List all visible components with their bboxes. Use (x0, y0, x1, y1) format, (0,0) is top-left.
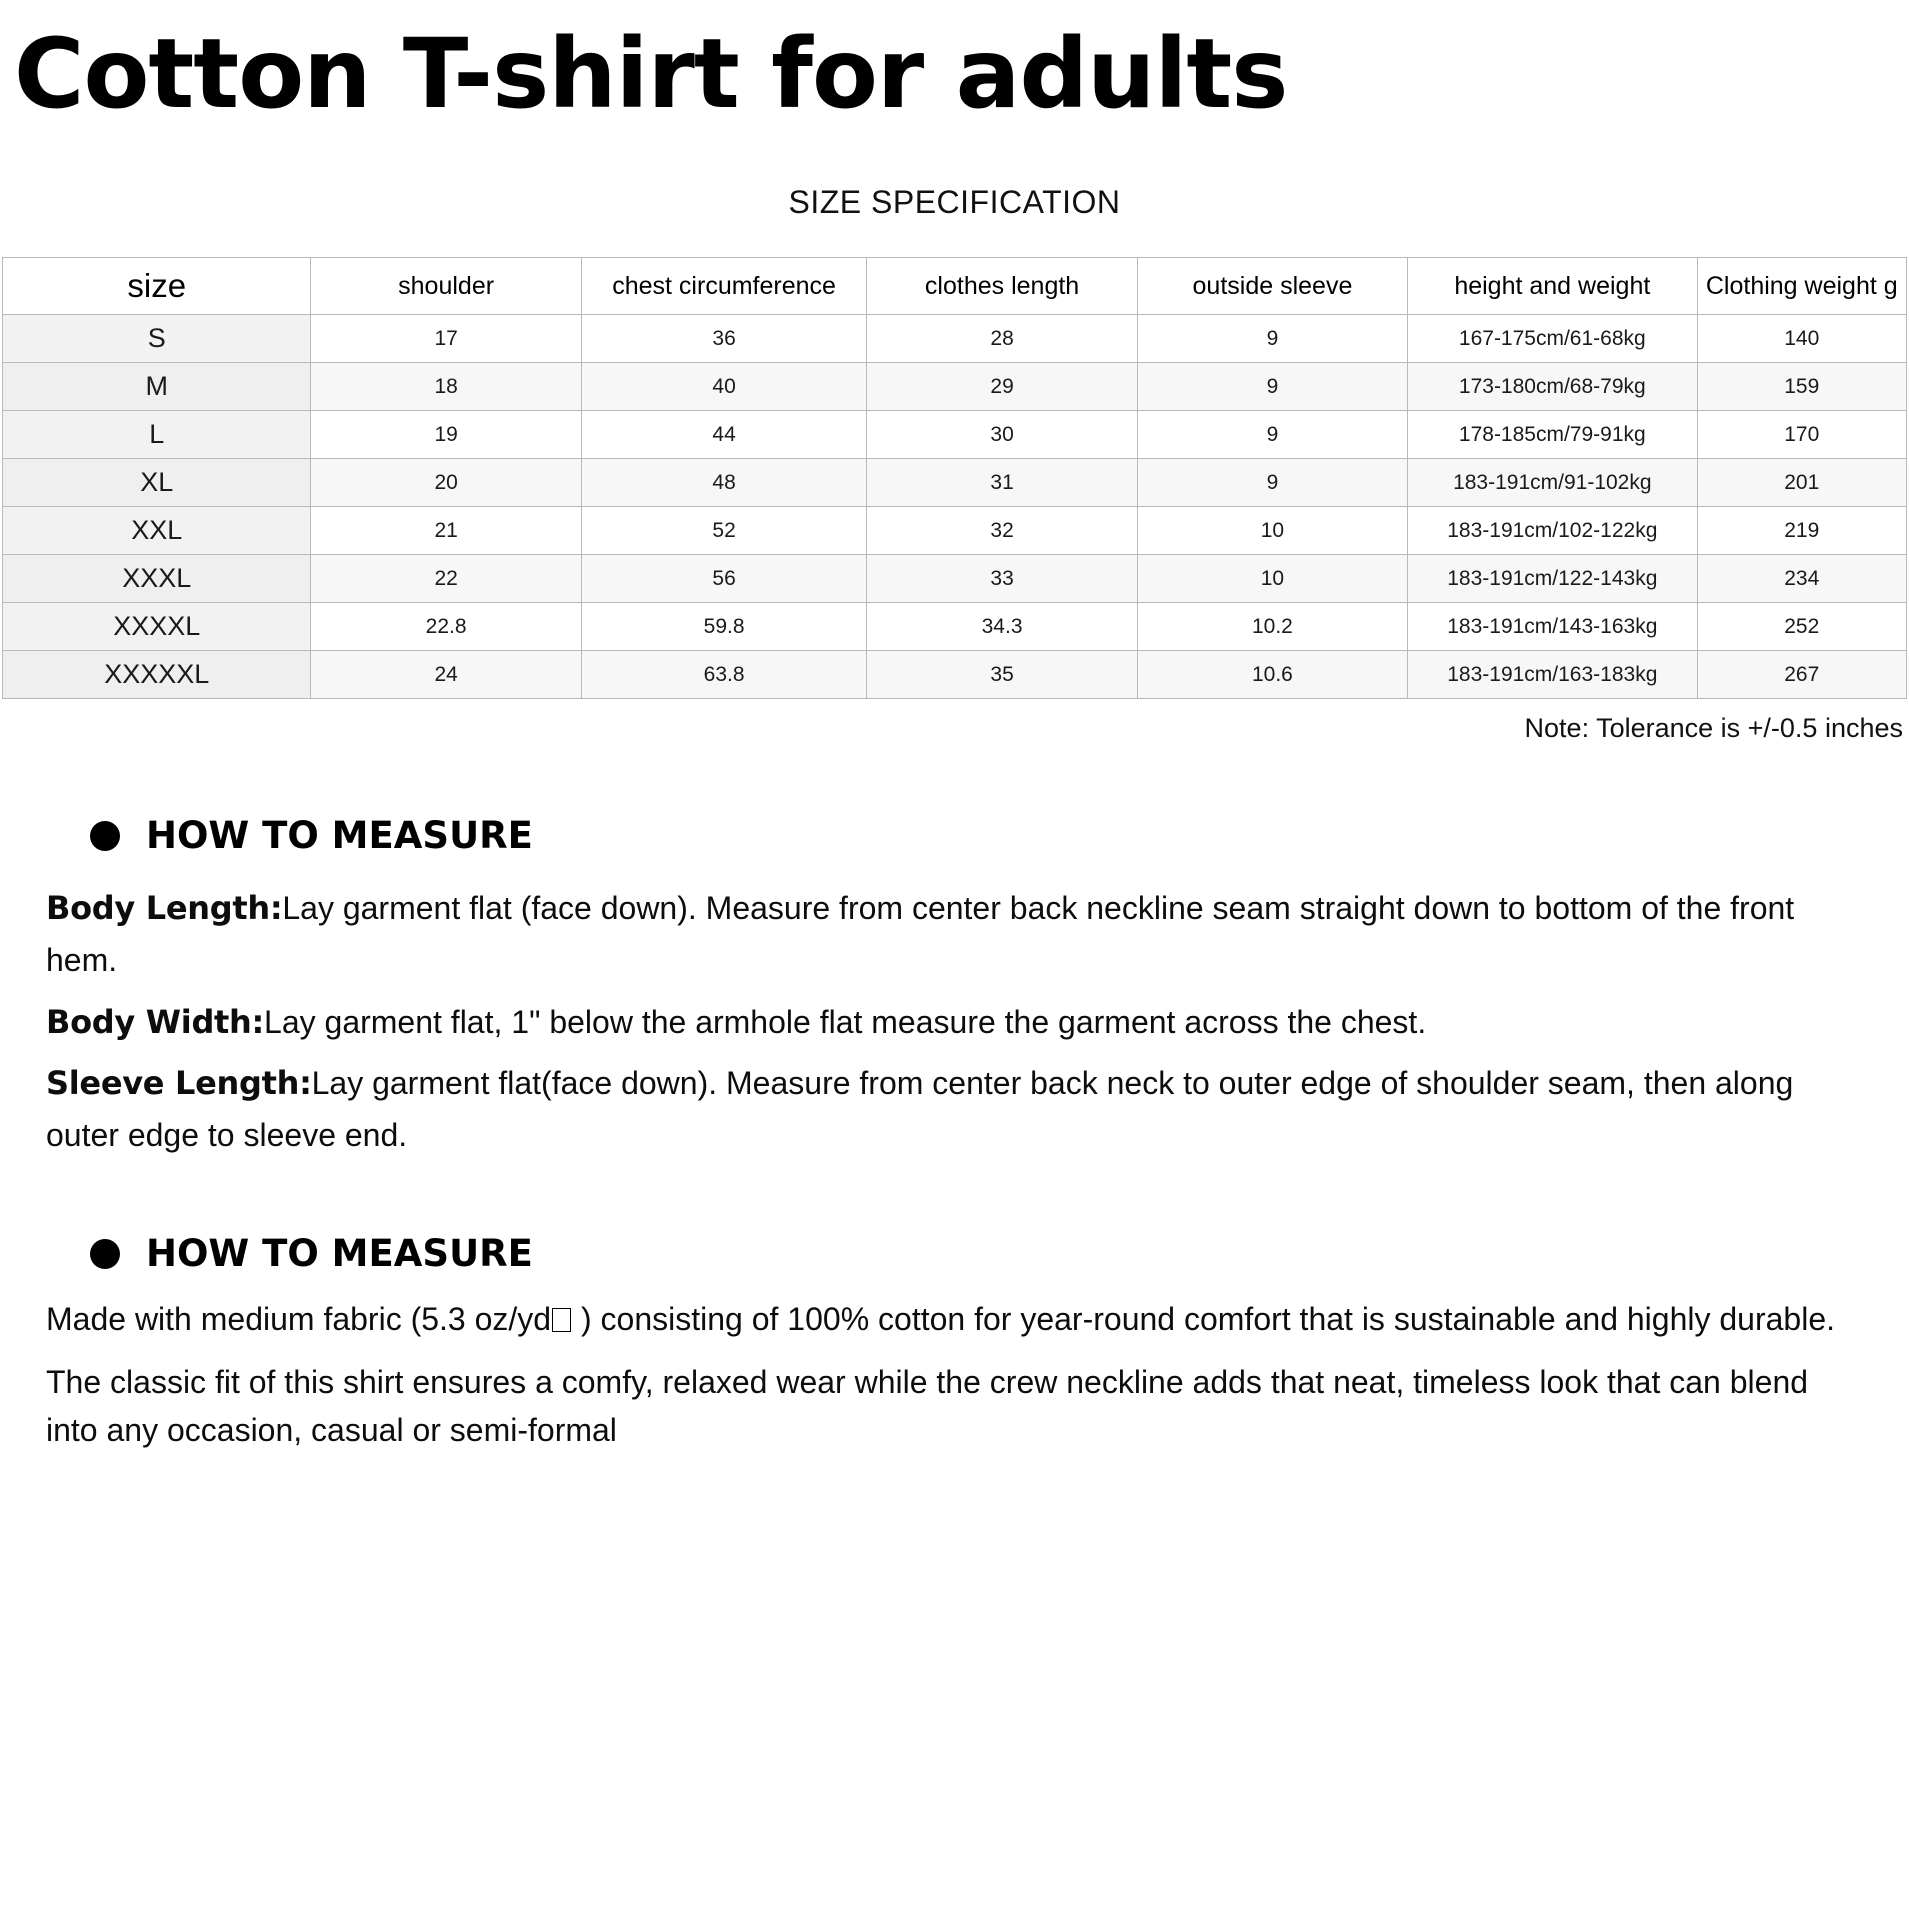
cell-clothes-length: 34.3 (867, 603, 1137, 651)
cell-clothing-weight: 252 (1697, 603, 1906, 651)
cell-clothes-length: 33 (867, 555, 1137, 603)
table-row (3, 315, 1907, 363)
fabric-paragraph-2: The classic fit of this shirt ensures a comfy, relaxed wear while the crew neckline adds that neat, timeless look that can blend into any occasion, casual or semi-formal (46, 1363, 1809, 1449)
cell-shoulder: 17 (311, 315, 581, 363)
cell-shoulder: 20 (311, 459, 581, 507)
sleeve-length-label: Sleeve Length: (46, 1064, 312, 1103)
table-row (3, 411, 1907, 459)
cell-clothing-weight: 170 (1697, 411, 1906, 459)
cell-size: XL (3, 459, 311, 507)
cell-size: L (3, 411, 311, 459)
cell-clothing-weight: 234 (1697, 555, 1906, 603)
cell-shoulder: 18 (311, 363, 581, 411)
cell-chest: 36 (581, 315, 867, 363)
table-row (3, 603, 1907, 651)
body-width-text: Lay garment flat, 1" below the armhole flat measure the garment across the chest. (264, 1003, 1427, 1040)
table-row (3, 555, 1907, 603)
table-body (3, 315, 1907, 699)
cell-outside-sleeve: 10 (1137, 507, 1407, 555)
column-header-size: size (3, 258, 311, 315)
cell-chest: 44 (581, 411, 867, 459)
cell-clothes-length: 31 (867, 459, 1137, 507)
cell-outside-sleeve: 9 (1137, 459, 1407, 507)
body-width-label: Body Width: (46, 1002, 265, 1041)
cell-clothes-length: 30 (867, 411, 1137, 459)
sleeve-length-paragraph (46, 1058, 1863, 1162)
cell-height-weight: 183-191cm/91-102kg (1408, 459, 1697, 507)
table-header-row (3, 258, 1907, 315)
cell-clothing-weight: 159 (1697, 363, 1906, 411)
cell-chest: 48 (581, 459, 867, 507)
cell-chest: 56 (581, 555, 867, 603)
cell-shoulder: 22.8 (311, 603, 581, 651)
column-header-outside-sleeve: outside sleeve (1137, 258, 1407, 315)
fabric-section (0, 1232, 1909, 1455)
cell-height-weight: 183-191cm/163-183kg (1408, 651, 1697, 699)
table-row (3, 507, 1907, 555)
cell-size: S (3, 315, 311, 363)
body-length-label: Body Length: (46, 889, 283, 927)
cell-size: XXXL (3, 555, 311, 603)
body-length-text: Lay garment flat (face down). Measure from center back neckline seam straight down to bottom of the front hem. (46, 890, 1795, 978)
cell-chest: 59.8 (581, 603, 867, 651)
fabric-section-heading (46, 1232, 1863, 1275)
cell-outside-sleeve: 9 (1137, 363, 1407, 411)
cell-outside-sleeve: 10 (1137, 555, 1407, 603)
fabric-paragraph-1-before: Made with medium fabric (5.3 oz/yd (46, 1301, 552, 1338)
cell-clothing-weight: 219 (1697, 507, 1906, 555)
size-table-container (0, 257, 1909, 744)
cell-height-weight: 183-191cm/102-122kg (1408, 507, 1697, 555)
column-header-chest: chest circumference (581, 258, 867, 315)
cell-height-weight: 178-185cm/79-91kg (1408, 411, 1697, 459)
cell-chest: 40 (581, 363, 867, 411)
table-row (3, 459, 1907, 507)
cell-outside-sleeve: 9 (1137, 411, 1407, 459)
cell-outside-sleeve: 10.6 (1137, 651, 1407, 699)
sleeve-length-text: Lay garment flat(face down). Measure from center back neck to outer edge of shoulder seam, then along outer edge to sleeve end. (46, 1065, 1794, 1154)
cell-height-weight: 183-191cm/122-143kg (1408, 555, 1697, 603)
cell-clothes-length: 28 (867, 315, 1137, 363)
cell-clothes-length: 29 (867, 363, 1137, 411)
how-to-measure-section (0, 814, 1909, 1162)
cell-height-weight: 173-180cm/68-79kg (1408, 363, 1697, 411)
page-title: Cotton T-shirt for adults (14, 18, 1288, 130)
fabric-paragraph-1 (46, 1295, 1863, 1344)
cell-shoulder: 24 (311, 651, 581, 699)
how-to-measure-title: HOW TO MEASURE (146, 814, 533, 857)
column-header-clothes-length: clothes length (867, 258, 1137, 315)
cell-clothing-weight: 201 (1697, 459, 1906, 507)
cell-clothes-length: 32 (867, 507, 1137, 555)
table-row (3, 363, 1907, 411)
superscript-box-icon (552, 1308, 571, 1332)
size-specification-heading: SIZE SPECIFICATION (788, 184, 1121, 220)
cell-chest: 63.8 (581, 651, 867, 699)
body-length-paragraph (46, 883, 1863, 987)
table-row (3, 651, 1907, 699)
column-header-shoulder: shoulder (311, 258, 581, 315)
column-header-height-weight: height and weight (1408, 258, 1697, 315)
cell-size: M (3, 363, 311, 411)
cell-outside-sleeve: 10.2 (1137, 603, 1407, 651)
cell-clothing-weight: 140 (1697, 315, 1906, 363)
column-header-clothing-weight: Clothing weight g (1697, 258, 1906, 315)
cell-size: XXXXXL (3, 651, 311, 699)
cell-outside-sleeve: 9 (1137, 315, 1407, 363)
cell-clothes-length: 35 (867, 651, 1137, 699)
size-specification-table (2, 257, 1907, 699)
cell-shoulder: 19 (311, 411, 581, 459)
how-to-measure-heading (46, 814, 1863, 857)
cell-clothing-weight: 267 (1697, 651, 1906, 699)
fabric-section-title: HOW TO MEASURE (146, 1232, 533, 1276)
bullet-dot-icon (90, 821, 120, 851)
fabric-paragraph-1-after: ) consisting of 100% cotton for year-round comfort that is sustainable and highly durable. (572, 1301, 1836, 1338)
cell-height-weight: 167-175cm/61-68kg (1408, 315, 1697, 363)
cell-size: XXXXL (3, 603, 311, 651)
tolerance-note: Note: Tolerance is +/-0.5 inches (1524, 713, 1903, 743)
cell-size: XXL (3, 507, 311, 555)
cell-chest: 52 (581, 507, 867, 555)
body-width-paragraph (46, 997, 1863, 1049)
bullet-dot-icon (90, 1239, 120, 1269)
table-header (3, 258, 1907, 315)
cell-shoulder: 21 (311, 507, 581, 555)
cell-shoulder: 22 (311, 555, 581, 603)
cell-height-weight: 183-191cm/143-163kg (1408, 603, 1697, 651)
